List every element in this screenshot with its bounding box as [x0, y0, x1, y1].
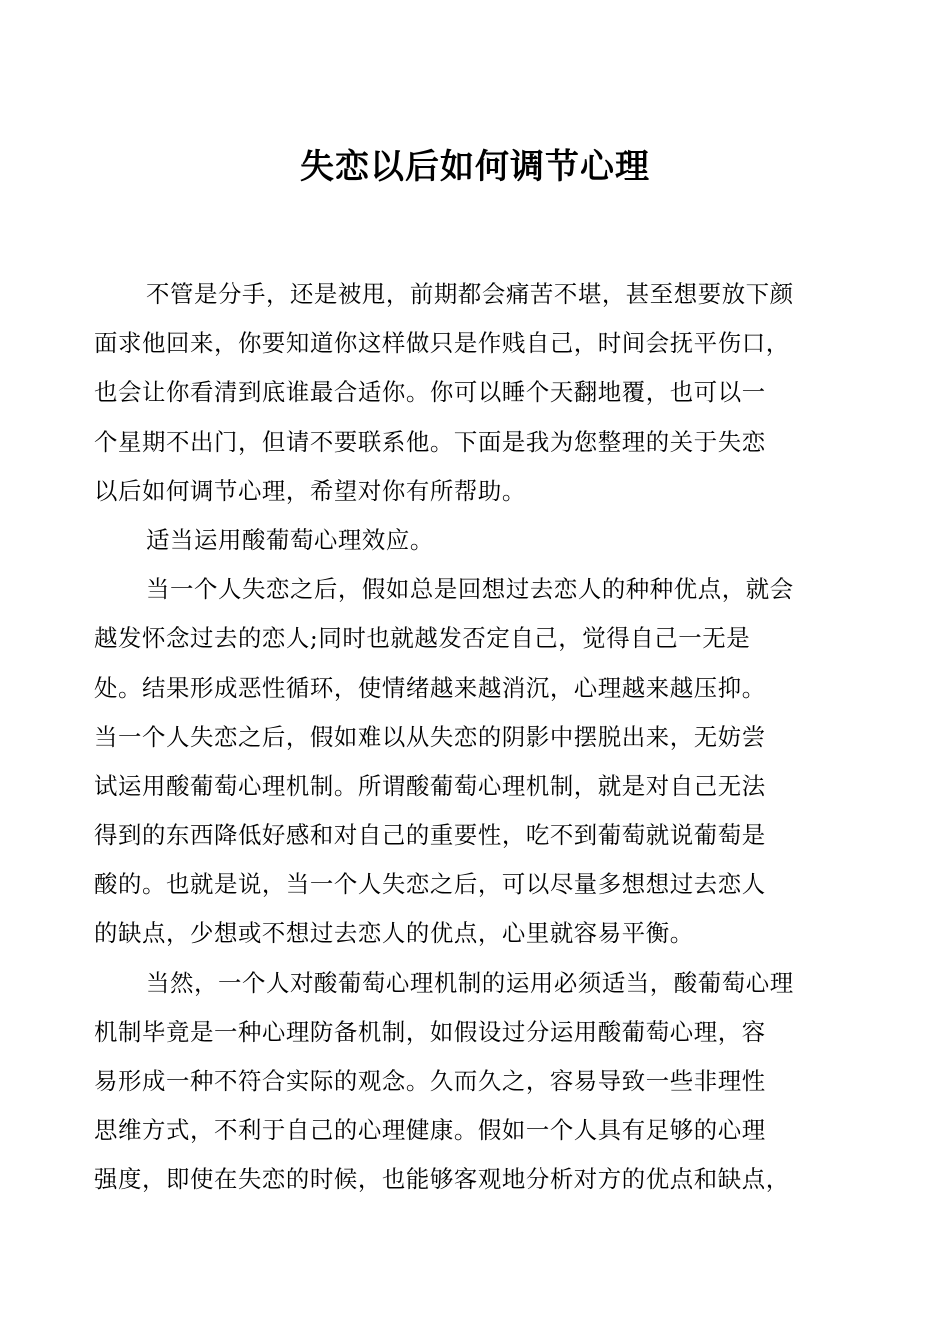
paragraph-line: 处。结果形成恶性循环，使情绪越来越消沉，心理越来越压抑。: [94, 673, 766, 702]
paragraph-line: 机制毕竟是一种心理防备机制，如假设过分运用酸葡萄心理，容: [94, 1017, 766, 1046]
paragraph-line: 不管是分手，还是被甩，前期都会痛苦不堪，甚至想要放下颜: [146, 280, 794, 308]
paragraph-line: 面求他回来，你要知道你这样做只是作贱自己，时间会抚平伤口，: [94, 329, 790, 358]
paragraph-line: 思维方式，不利于自己的心理健康。假如一个人具有足够的心理: [94, 1116, 766, 1145]
paragraph-line: 得到的东西降低好感和对自己的重要性，吃不到葡萄就说葡萄是: [94, 821, 766, 850]
paragraph-line: 越发怀念过去的恋人;同时也就越发否定自己，觉得自己一无是: [94, 624, 751, 653]
paragraph-line: 以后如何调节心理，希望对你有所帮助。: [94, 476, 526, 505]
paragraph-line: 也会让你看清到底谁最合适你。你可以睡个天翻地覆，也可以一: [94, 378, 766, 407]
paragraph-line: 易形成一种不符合实际的观念。久而久之，容易导致一些非理性: [94, 1067, 766, 1095]
paragraph-line: 当一个人失恋之后，假如总是回想过去恋人的种种优点，就会: [146, 575, 794, 604]
paragraph-line: 适当运用酸葡萄心理效应。: [146, 525, 434, 554]
paragraph-caution: [94, 959, 838, 1205]
paragraph-line: 试运用酸葡萄心理机制。所谓酸葡萄心理机制，就是对自己无法: [94, 771, 766, 800]
document-title: 失恋以后如何调节心理: [300, 147, 650, 187]
paragraph-line: 的缺点，少想或不想过去恋人的优点，心里就容易平衡。: [94, 919, 694, 948]
document-body: [94, 270, 838, 1205]
paragraph-heading: [120, 516, 838, 565]
paragraph-explanation: [94, 565, 838, 959]
paragraph-line: 当然，一个人对酸葡萄心理机制的运用必须适当，酸葡萄心理: [146, 968, 794, 997]
paragraph-line: 当一个人失恋之后，假如难以从失恋的阴影中摆脱出来，无妨尝: [94, 722, 766, 751]
paragraph-line: 强度，即使在失恋的时候，也能够客观地分析对方的优点和缺点，: [94, 1165, 790, 1194]
paragraph-intro: [94, 270, 838, 516]
paragraph-line: 酸的。也就是说，当一个人失恋之后，可以尽量多想想过去恋人: [94, 870, 766, 899]
paragraph-line: 个星期不出门，但请不要联系他。下面是我为您整理的关于失恋: [94, 427, 766, 456]
